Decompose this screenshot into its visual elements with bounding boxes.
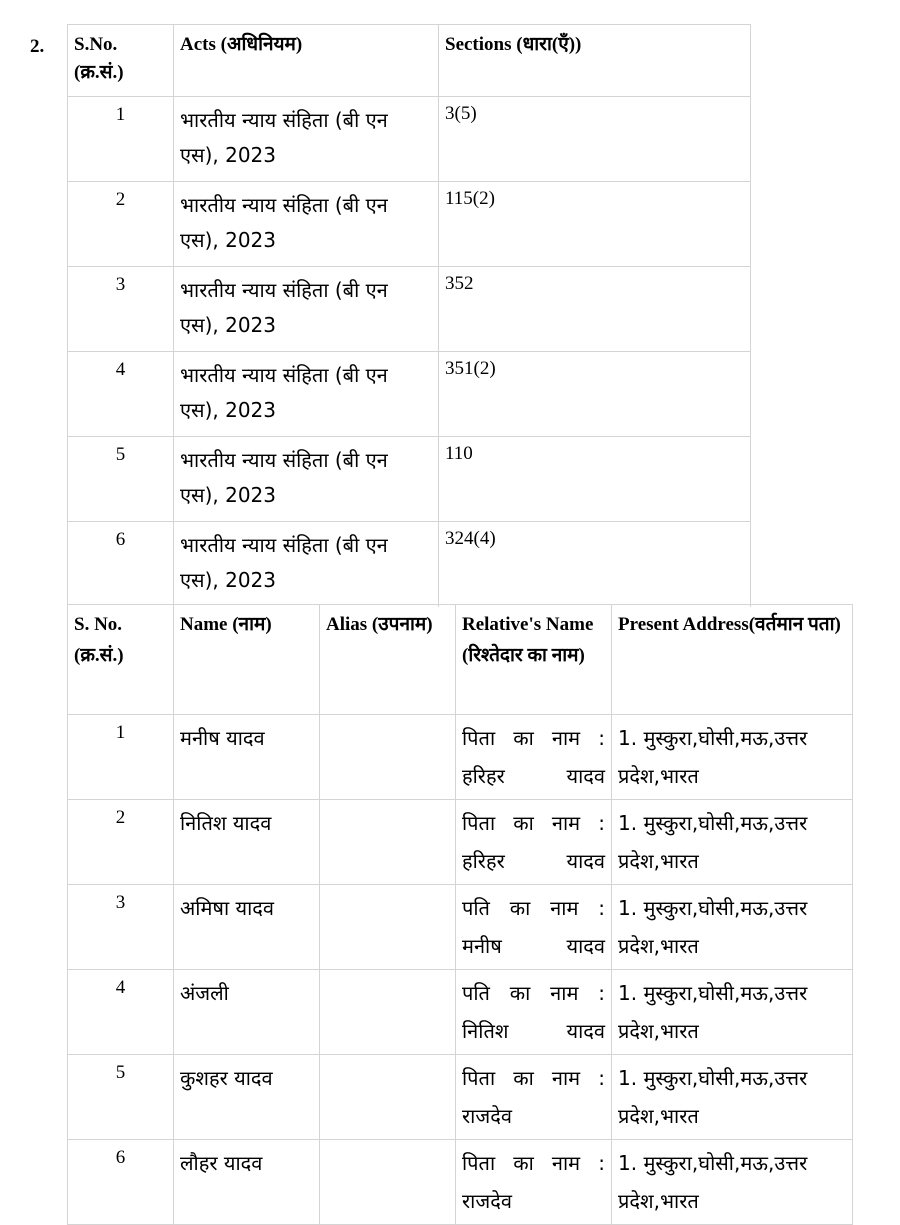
header-relative-name: Relative's Name (रिश्तेदार का नाम) (456, 605, 612, 715)
row-name: लौहर यादव (174, 1140, 320, 1225)
row-act: भारतीय न्याय संहिता (बी एन एस), 2023 (174, 267, 439, 352)
header-name: Name (नाम) (174, 605, 320, 715)
row-address: 1. मुस्कुरा,घोसी,मऊ,उत्तर प्रदेश,भारत (612, 715, 853, 800)
row-act: भारतीय न्याय संहिता (बी एन एस), 2023 (174, 97, 439, 182)
table-row (68, 182, 751, 267)
table-row (68, 970, 853, 1055)
row-alias (320, 1055, 456, 1140)
row-sno: 3 (68, 885, 174, 970)
row-relative-name: पति का नाम : मनीष यादव (456, 885, 612, 970)
row-section: 352 (439, 267, 751, 352)
row-name: मनीष यादव (174, 715, 320, 800)
header-acts: Acts (अधिनियम) (174, 25, 439, 97)
row-sno: 1 (68, 97, 174, 182)
table-row (68, 715, 853, 800)
row-address: 1. मुस्कुरा,घोसी,मऊ,उत्तर प्रदेश,भारत (612, 800, 853, 885)
row-sno: 2 (68, 182, 174, 267)
table-row (68, 437, 751, 522)
header-alias: Alias (उपनाम) (320, 605, 456, 715)
header-sections: Sections (धारा(एँ)) (439, 25, 751, 97)
section-number: 2. (30, 36, 45, 57)
row-name: अंजली (174, 970, 320, 1055)
row-alias (320, 800, 456, 885)
row-sno: 6 (68, 522, 174, 607)
row-alias (320, 1140, 456, 1225)
row-address: 1. मुस्कुरा,घोसी,मऊ,उत्तर प्रदेश,भारत (612, 885, 853, 970)
header-sno: S. No. (क्र.सं.) (68, 605, 174, 715)
table-row (68, 885, 853, 970)
row-alias (320, 970, 456, 1055)
row-address: 1. मुस्कुरा,घोसी,मऊ,उत्तर प्रदेश,भारत (612, 970, 853, 1055)
row-alias (320, 885, 456, 970)
table-row (68, 1140, 853, 1225)
row-section: 351(2) (439, 352, 751, 437)
row-act: भारतीय न्याय संहिता (बी एन एस), 2023 (174, 352, 439, 437)
row-relative-name: पिता का नाम : राजदेव (456, 1140, 612, 1225)
row-relative-name: पिता का नाम : राजदेव (456, 1055, 612, 1140)
table-row (68, 352, 751, 437)
row-relative-name: पिता का नाम : हरिहर यादव (456, 715, 612, 800)
row-act: भारतीय न्याय संहिता (बी एन एस), 2023 (174, 182, 439, 267)
row-sno: 5 (68, 1055, 174, 1140)
row-sno: 4 (68, 352, 174, 437)
row-act: भारतीय न्याय संहिता (बी एन एस), 2023 (174, 437, 439, 522)
row-section: 3(5) (439, 97, 751, 182)
row-name: अमिषा यादव (174, 885, 320, 970)
table-row (68, 97, 751, 182)
row-sno: 5 (68, 437, 174, 522)
row-name: कुशहर यादव (174, 1055, 320, 1140)
row-section: 324(4) (439, 522, 751, 607)
table-header-row (68, 605, 853, 715)
row-section: 110 (439, 437, 751, 522)
row-section: 115(2) (439, 182, 751, 267)
row-sno: 4 (68, 970, 174, 1055)
row-sno: 3 (68, 267, 174, 352)
row-name: नितिश यादव (174, 800, 320, 885)
row-address: 1. मुस्कुरा,घोसी,मऊ,उत्तर प्रदेश,भारत (612, 1140, 853, 1225)
row-relative-name: पिता का नाम : हरिहर यादव (456, 800, 612, 885)
row-relative-name: पति का नाम : नितिश यादव (456, 970, 612, 1055)
accused-persons-table (67, 604, 853, 1225)
row-address: 1. मुस्कुरा,घोसी,मऊ,उत्तर प्रदेश,भारत (612, 1055, 853, 1140)
table-header-row (68, 25, 751, 97)
row-sno: 6 (68, 1140, 174, 1225)
table-row (68, 267, 751, 352)
row-sno: 2 (68, 800, 174, 885)
row-sno: 1 (68, 715, 174, 800)
header-present-address: Present Address(वर्तमान पता) (612, 605, 853, 715)
acts-sections-table (67, 24, 751, 607)
table-row (68, 800, 853, 885)
table-row (68, 522, 751, 607)
table-row (68, 1055, 853, 1140)
row-alias (320, 715, 456, 800)
row-act: भारतीय न्याय संहिता (बी एन एस), 2023 (174, 522, 439, 607)
header-sno: S.No. (क्र.सं.) (68, 25, 174, 97)
